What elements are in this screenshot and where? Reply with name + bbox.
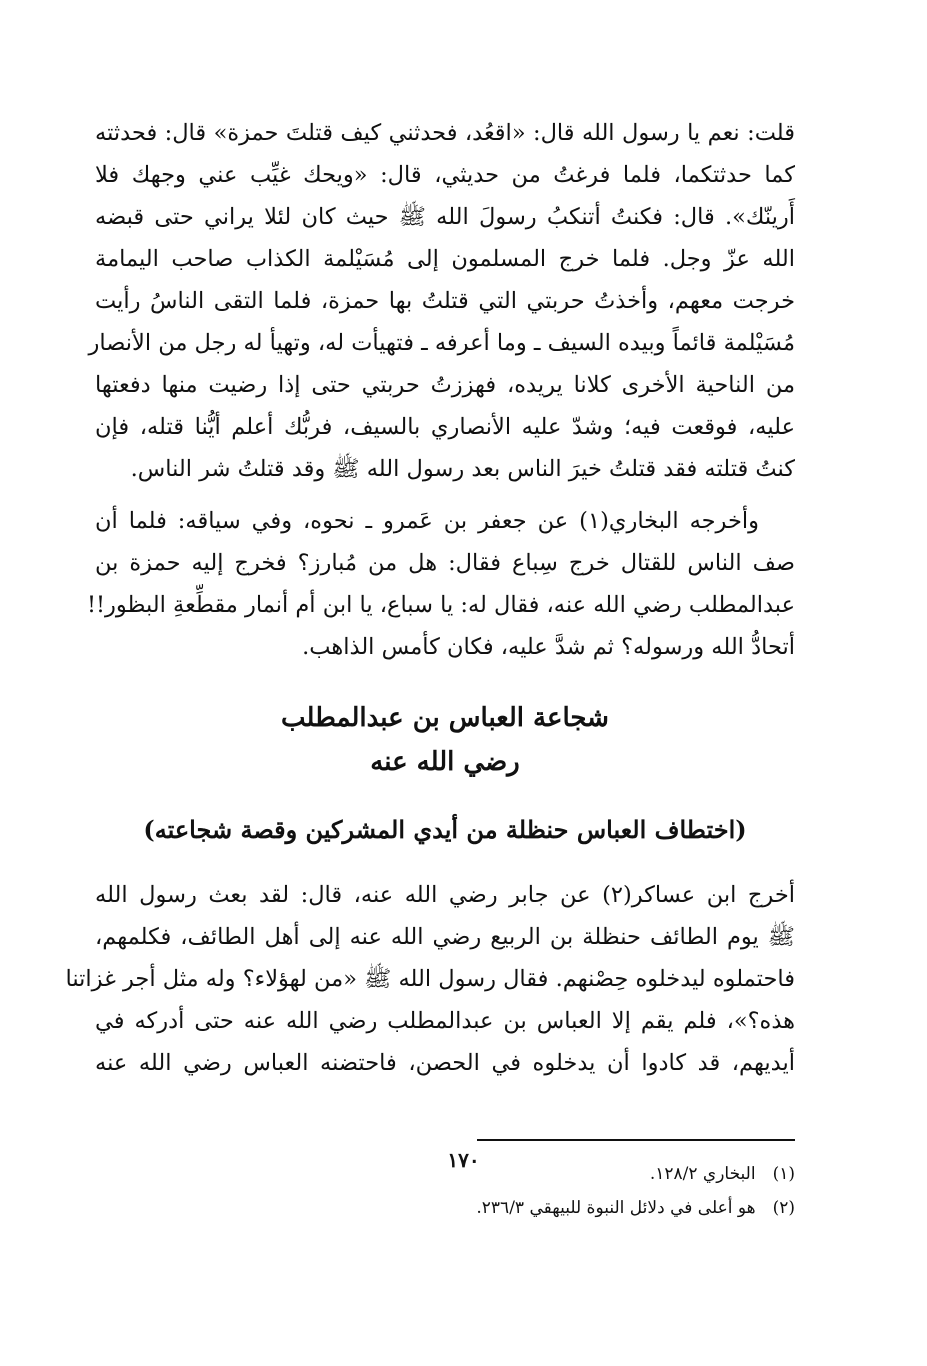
text-line: أَرينّك». قال: فكنتُ أتنكبُ رسولَ الله ﷺ حيث كان لئلا يراني حتى قبضه [95,204,795,230]
text-line: أيديهم، قد كادوا أن يدخلوه في الحصن، فاحتضنه العباس رضي الله عنه [95,1050,795,1076]
footnote-divider [477,1139,795,1141]
text-line: وأخرجه البخاري(١) عن جعفر بن عَمرو ـ نحوه، وفي سياقه: فلما أن [95,508,759,534]
text-line: ﷺ يوم الطائف حنظلة بن الربيع رضي الله عنه إلى أهل الطائف، فكلمهم، [95,924,795,950]
text-line: عبدالمطلب رضي الله عنه، فقال له: يا سباع، يا ابن أم أنمار مقطِّعةِ البظور!! [86,592,795,618]
footnote-2 [95,1191,795,1225]
paragraph-wahshi-story [88,112,795,490]
text-line: أتحادُّ الله ورسوله؟ ثم شدَّ عليه، فكان كأمس الذاهب. [302,634,795,660]
text-line: صف الناس للقتال خرج سِباع فقال: هل من مُبارز؟ فخرج إليه حمزة بن [95,550,795,576]
text-line: عليه، فوقعت فيه؛ وشدّ عليه الأنصاري بالسيف، فربُّك أعلم أيُّنا قتله، فإن [95,414,795,440]
text-line: فاحتملوه ليدخلوه حِصْنهم. فقال رسول الله ﷺ «من لهؤلاء؟ وله مثل أجر غزاتنا [65,966,795,992]
text-line: أخرج ابن عساكر(٢) عن جابر رضي الله عنه، قال: لقد بعث رسول الله [95,882,795,908]
section-subheading: (اختطاف العباس حنظلة من أيدي المشركين وقصة شجاعته) [143,815,747,844]
text-line: هذه؟»، فلم يقم إلا العباس بن عبدالمطلب رضي الله عنه حتى أدركه في [95,1008,795,1034]
text-line: مُسَيْلمة قائماً وبيده السيف ـ وما أعرفه ـ فتهيأت له، وتهيأ له رجل من الأنصار [88,330,795,356]
text-line: قلت: نعم يا رسول الله قال: «اقعُد، فحدثني كيف قتلتَ حمزة» قال: فحدثته [95,120,795,146]
footnote-number: (٢) [772,1198,795,1218]
page-number: ١٧٠ [447,1148,480,1172]
text-line: كما حدثتكما، فلما فرغتُ من حديثي، قال: «ويحك غيِّب عني وجهك فلا [95,162,795,188]
footnote-text: هو أعلى في دلائل النبوة للبيهقي ٢٣٦/٣. [476,1198,756,1218]
section-heading: شجاعة العباس بن عبدالمطلب [281,703,609,733]
text-line: من الناحية الأخرى كلانا يريده، فهززتُ حربتي حتى إذا رضيت منها دفعتها [95,372,795,398]
section-heading-subline: رضي الله عنه [370,747,520,777]
text-line: كنتُ قتلته فقد قتلتُ خيرَ الناس بعد رسول الله ﷺ وقد قتلتُ شر الناس. [130,456,795,482]
text-line: الله عزّ وجل. فلما خرج المسلمون إلى مُسَيْلمة الكذاب صاحب اليمامة [95,246,795,272]
footnote-number: (١) [772,1164,795,1184]
paragraph-ibn-asakir-narration [65,874,795,1084]
text-line: خرجت معهم، وأخذتُ حربتي التي قتلتُ بها حمزة، فلما التقى الناسُ رأيت [95,288,795,314]
footnote-text: البخاري ١٢٨/٢. [649,1164,756,1184]
paragraph-bukhari-narration [86,500,795,668]
